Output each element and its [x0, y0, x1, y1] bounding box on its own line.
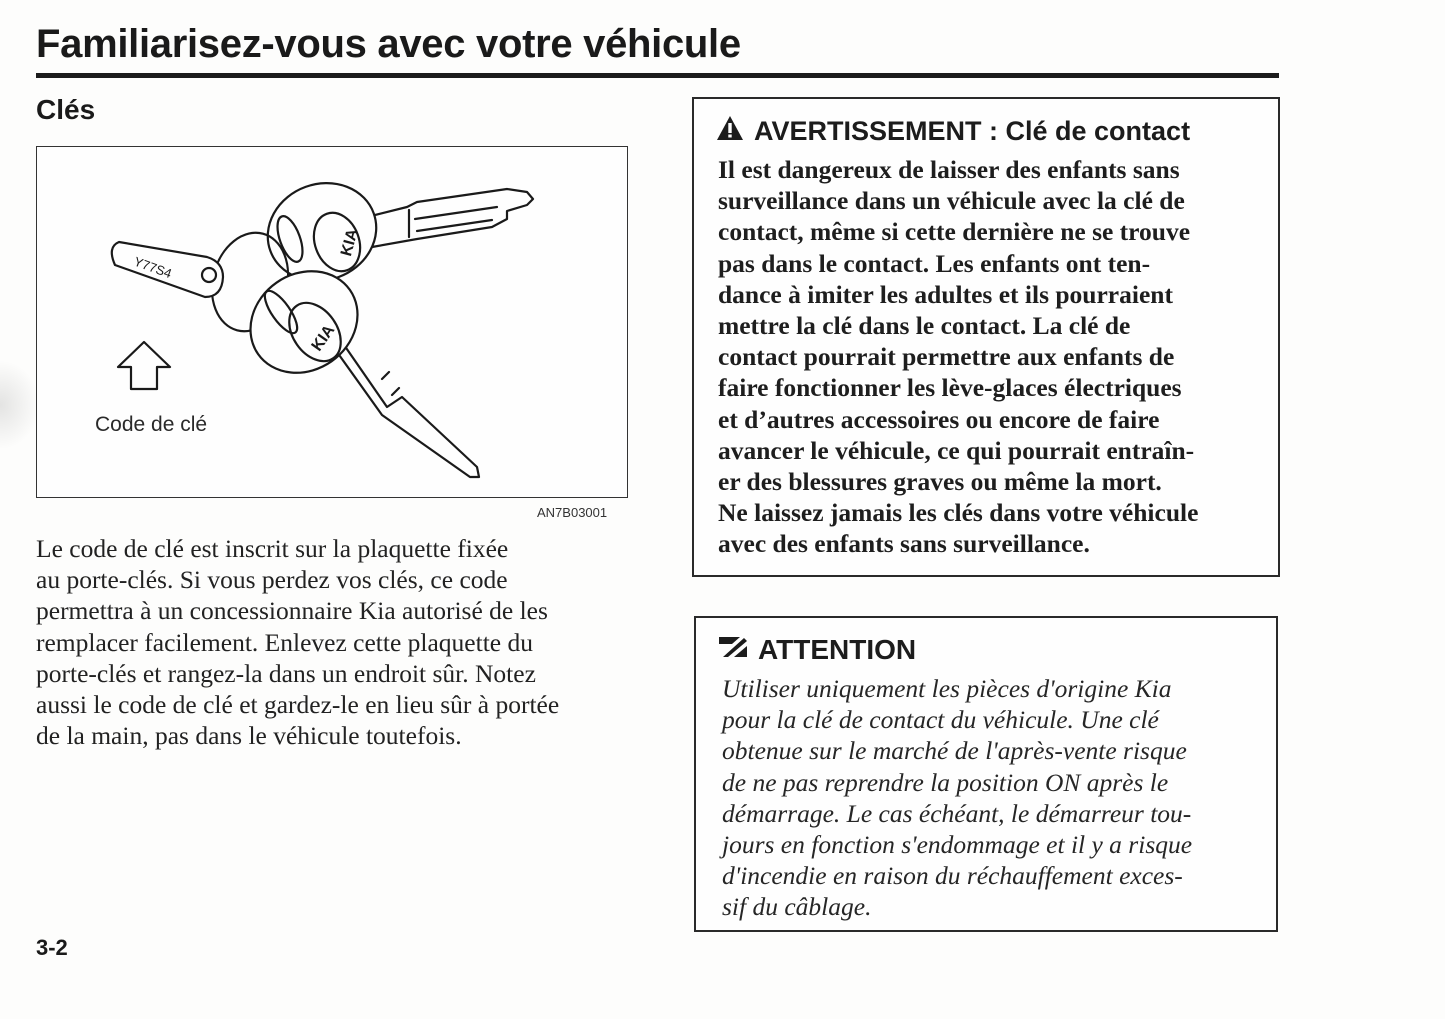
page-number: 3-2 — [36, 935, 68, 960]
caution-heading-row — [718, 634, 916, 666]
up-arrow-icon — [118, 342, 170, 389]
caution-line: pour la clé de contact du véhicule. Une clé — [722, 705, 1159, 735]
lower-key-blade — [337, 342, 479, 477]
figure-code: AN7B03001 — [537, 505, 608, 520]
warning-line: contact, même si cette dernière ne se trouve — [718, 217, 1191, 247]
warning-line: faire fonctionner les lève-glaces électriques — [718, 373, 1182, 403]
body-line: aussi le code de clé et gardez-le en lieu sûr à portée — [36, 690, 560, 720]
caution-text — [722, 673, 1192, 923]
warning-text — [718, 154, 1198, 560]
caution-line: de ne pas reprendre la position ON après le — [722, 767, 1169, 797]
caution-line: obtenue sur le marché de l'après-vente risque — [722, 736, 1187, 766]
body-line: permettra à un concessionnaire Kia autorisé de les — [36, 596, 548, 626]
body-line: au porte-clés. Si vous perdez vos clés, ce code — [36, 565, 508, 595]
upper-key-logo: KIA — [338, 227, 362, 259]
lower-key-logo: KIA — [308, 322, 339, 355]
upper-key-blade — [367, 189, 533, 247]
body-paragraph — [36, 533, 648, 751]
caution-line: d'incendie en raison du réchauffement exces- — [722, 861, 1183, 891]
warning-line: pas dans le contact. Les enfants ont ten- — [718, 248, 1151, 278]
figure-caption: Code de clé — [95, 413, 208, 436]
warning-box — [692, 97, 1280, 577]
scan-shadow — [0, 360, 40, 450]
caution-line: Utiliser uniquement les pièces d'origine Kia — [722, 674, 1172, 703]
tag-code-text: Y77S4 — [131, 253, 174, 282]
body-line: Le code de clé est inscrit sur la plaquette fixée — [36, 534, 509, 563]
lower-key-head — [231, 251, 378, 394]
title-rule — [36, 73, 1279, 78]
caution-line: sif du câblage. — [722, 892, 872, 922]
warning-line: Ne laissez jamais les clés dans votre véhicule — [718, 498, 1199, 528]
warning-line: mettre la clé dans le contact. La clé de — [718, 311, 1131, 341]
warning-line: avec des enfants sans surveillance. — [718, 529, 1090, 559]
page-title: Familiarisez-vous avec votre véhicule — [36, 22, 741, 66]
body-line: porte-clés et rangez-la dans un endroit sûr. Notez — [36, 658, 536, 688]
warning-heading-row — [716, 115, 1190, 148]
body-line: remplacer facilement. Enlevez cette plaquette du — [36, 627, 533, 657]
key-figure — [36, 146, 628, 498]
warning-heading: AVERTISSEMENT : Clé de contact — [754, 116, 1191, 146]
warning-line: Il est dangereux de laisser des enfants sans — [718, 155, 1180, 184]
warning-line: avancer le véhicule, ce qui pourrait entraîn- — [718, 435, 1195, 465]
warning-line: surveillance dans un véhicule avec la clé de — [718, 186, 1185, 216]
body-line: de la main, pas dans le véhicule toutefois. — [36, 721, 462, 751]
section-title: Clés — [36, 94, 96, 125]
key-ring-illustration — [37, 147, 627, 497]
caution-line: jours en fonction s'endommage et il y a risque — [722, 830, 1193, 860]
warning-line: er des blessures graves ou même la mort. — [718, 467, 1162, 497]
warning-line: dance à imiter les adultes et ils pourraient — [718, 279, 1173, 309]
warning-line: contact pourrait permettre aux enfants de — [718, 342, 1175, 372]
caution-box — [694, 616, 1278, 932]
caution-slash-icon — [718, 634, 748, 666]
warning-triangle-icon — [716, 115, 744, 148]
warning-line: et d’autres accessoires ou encore de faire — [718, 404, 1160, 434]
caution-heading: ATTENTION — [758, 634, 917, 665]
caution-line: démarrage. Le cas échéant, le démarreur tou- — [722, 798, 1192, 828]
